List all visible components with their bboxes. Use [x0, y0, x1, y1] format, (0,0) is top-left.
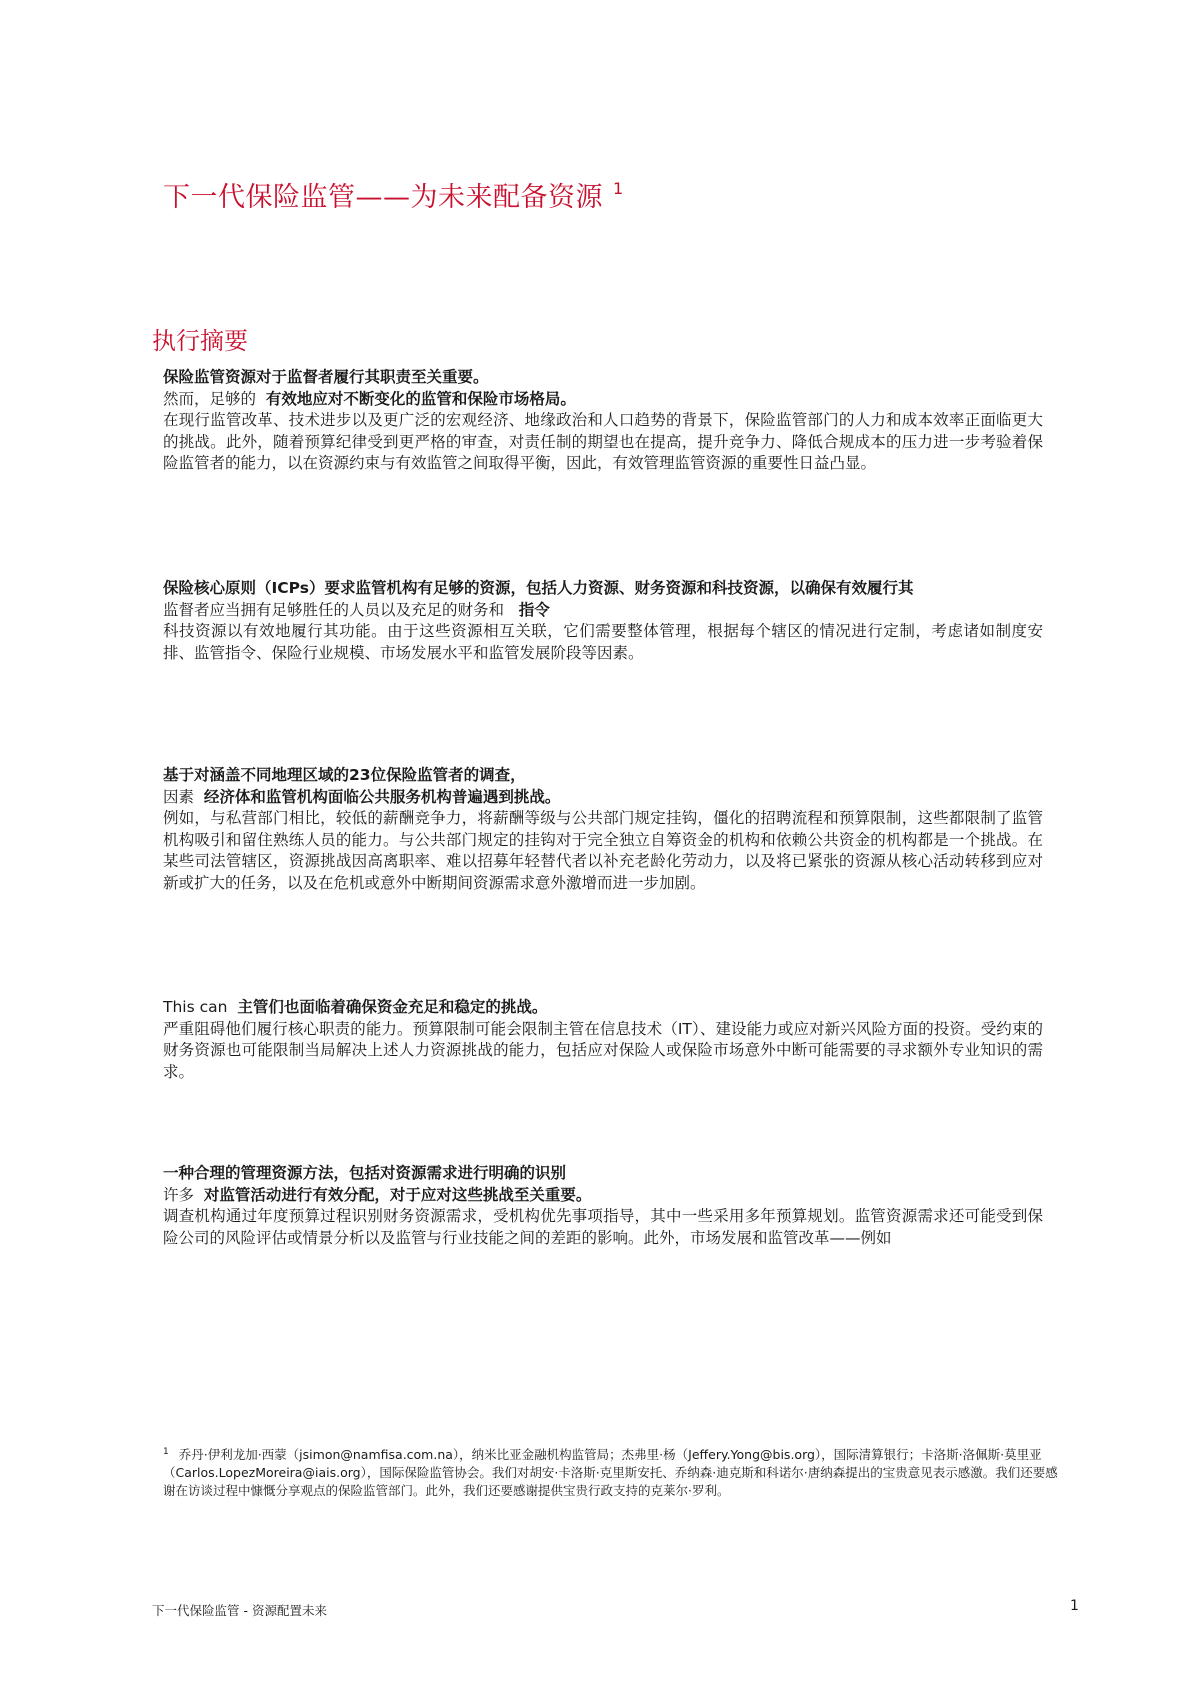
- title-footnote-marker: 1: [613, 179, 624, 198]
- footnote-marker: 1: [163, 1447, 169, 1457]
- paragraph-5-body: 调查机构通过年度预算过程识别财务资源需求，受机构优先事项指导，其中一些采用多年预算规划。监管资源需求还可能受到保险公司的风险评估或情景分析以及监管与行业技能之间的差距的影响。此外，市场发展和监管改革——例如: [163, 1207, 1043, 1247]
- paragraph-4-lead-plain: This can: [163, 998, 228, 1016]
- paragraph-3-line2-bold: 经济体和监管机构面临公共服务机构普遍遇到挑战。: [203, 787, 561, 806]
- paragraph-1-line2: [163, 389, 1043, 411]
- paragraph-3-body: 例如，与私营部门相比，较低的薪酬竞争力，将薪酬等级与公共部门规定挂钩，僵化的招聘流程和预算限制，这些都限制了监管机构吸引和留住熟练人员的能力。与公共部门规定的挂钩对于完全独立自筹资金的机构和依赖公共资金的机构都是一个挑战。在某些司法管辖区，资源挑战因高离职率、难以招募年轻替代者以补充老龄化劳动力，以及将已紧张的资源从核心活动转移到应对新或扩大的任务，以及在危机或意外中断期间资源需求意外激增而进一步加剧。: [163, 809, 1043, 892]
- footnote-text: 乔丹·伊利龙加·西蒙（jsimon@namfisa.com.na），纳米比亚金融机构监管局；杰弗里·杨（Jeffery.Yong@bis.org），国际清算银行；卡洛斯·洛佩斯·莫里亚（Carlos.LopezMoreira@iais.org），国际保险监管协会。我们对胡安·卡洛斯·克里斯安托、乔纳森·迪克斯和科诺尔·唐纳森提出的宝贵意见表示感激。我们还要感谢在访谈过程中慷慨分享观点的保险监管部门。此外，我们还要感谢提供宝贵行政支持的克莱尔·罗利。: [163, 1447, 1058, 1499]
- paragraph-1-lead: 保险监管资源对于监督者履行其职责至关重要。: [163, 368, 489, 386]
- paragraph-5-line2-plain: 许多: [163, 1185, 195, 1204]
- paragraph-5-lead: 一种合理的管理资源方法，包括对资源需求进行明确的识别: [163, 1164, 567, 1182]
- document-title: [163, 175, 624, 214]
- document-title-text: 下一代保险监管——为未来配备资源: [163, 182, 603, 213]
- paragraph-5-line2: [163, 1185, 1043, 1207]
- paragraph-5-line2-bold: 对监管活动进行有效分配，对于应对这些挑战至关重要。: [203, 1185, 592, 1204]
- paragraph-2: [163, 578, 1043, 664]
- footnote: [163, 1443, 1068, 1500]
- paragraph-2-line2-plain: 监督者应当拥有足够胜任的人员以及充足的财务和: [163, 600, 505, 619]
- paragraph-2-line2-bold: 指令: [518, 600, 550, 619]
- section-heading-executive-summary: 执行摘要: [152, 327, 248, 355]
- paragraph-4: [163, 997, 1043, 1083]
- paragraph-1-body: 在现行监管改革、技术进步以及更广泛的宏观经济、地缘政治和人口趋势的背景下，保险监管部门的人力和成本效率正面临更大的挑战。此外，随着预算纪律受到更严格的审查，对责任制的期望也在提高，提升竞争力、降低合规成本的压力进一步考验着保险监管者的能力，以在资源约束与有效监管之间取得平衡，因此，有效管理监管资源的重要性日益凸显。: [163, 411, 1043, 472]
- paragraph-3-lead: 基于对涵盖不同地理区域的23位保险监管者的调查，: [163, 766, 526, 784]
- paragraph-2-line2: [163, 600, 1043, 622]
- paragraph-4-lead-bold: 主管们也面临着确保资金充足和稳定的挑战。: [237, 998, 548, 1016]
- paragraph-4-lead: [163, 997, 1043, 1019]
- paragraph-1-line2-plain: 然而，足够的: [163, 389, 257, 408]
- paragraph-5: [163, 1163, 1043, 1249]
- paragraph-3-line2: [163, 787, 1043, 809]
- paragraph-3: [163, 765, 1043, 894]
- paragraph-1-line2-bold: 有效地应对不断变化的监管和保险市场格局。: [265, 389, 576, 408]
- footer-running-title: 下一代保险监管 - 资源配置未来: [152, 1603, 327, 1618]
- paragraph-1: [163, 367, 1043, 475]
- paragraph-3-line2-plain: 因素: [163, 787, 195, 806]
- page-number: 1: [1070, 1598, 1079, 1614]
- paragraph-4-body: 严重阻碍他们履行核心职责的能力。预算限制可能会限制主管在信息技术（IT）、建设能力或应对新兴风险方面的投资。受约束的财务资源也可能限制当局解决上述人力资源挑战的能力，包括应对保险人或保险市场意外中断可能需要的寻求额外专业知识的需求。: [163, 1019, 1043, 1081]
- paragraph-2-lead: 保险核心原则（ICPs）要求监管机构有足够的资源，包括人力资源、财务资源和科技资源，以确保有效履行其: [163, 579, 914, 597]
- paragraph-2-body: 科技资源以有效地履行其功能。由于这些资源相互关联，它们需要整体管理，根据每个辖区的情况进行定制，考虑诸如制度安排、监管指令、保险行业规模、市场发展水平和监管发展阶段等因素。: [163, 622, 1043, 662]
